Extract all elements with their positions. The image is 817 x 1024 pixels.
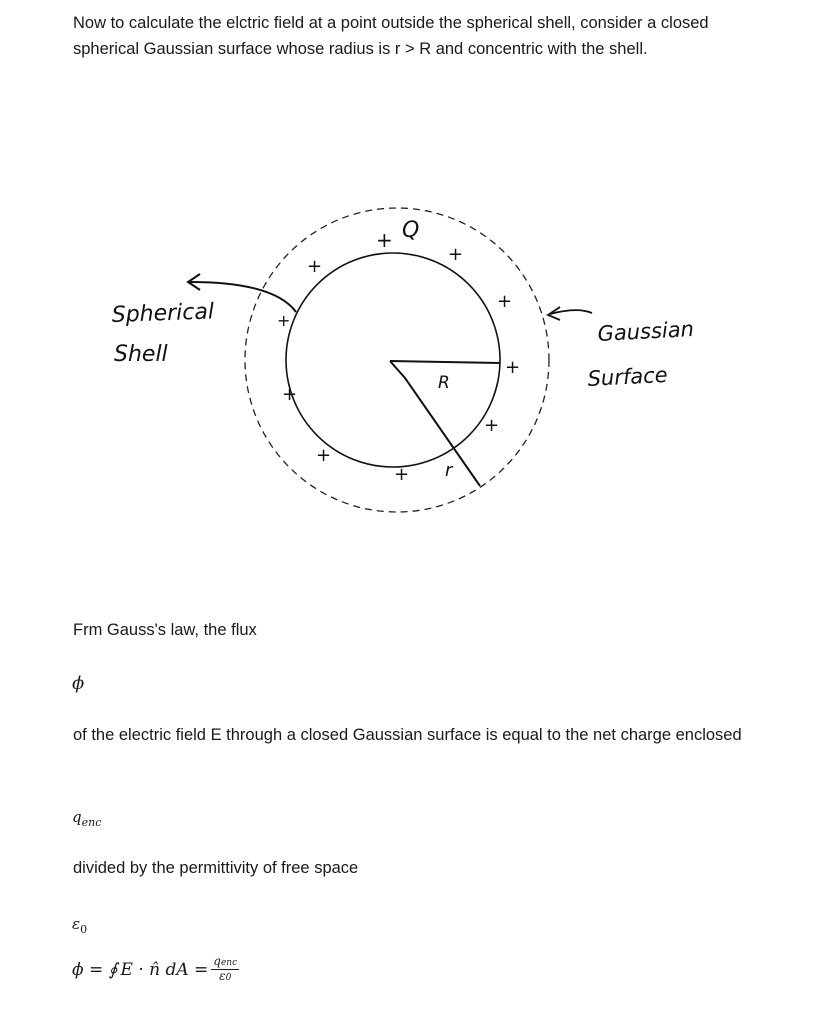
label-r: r bbox=[445, 460, 453, 481]
label-R: R bbox=[438, 373, 450, 393]
gaussian-arrow bbox=[550, 310, 592, 314]
plus-charge: + bbox=[448, 244, 464, 265]
plus-charge: + bbox=[282, 384, 298, 405]
plus-charge: + bbox=[505, 357, 521, 378]
equation-lhs: ϕ = ∮ bbox=[72, 959, 118, 980]
plus-charge: + bbox=[376, 228, 393, 252]
gauss-law-paragraph: Frm Gauss's law, the flux bbox=[73, 621, 257, 639]
flux-description-paragraph: of the electric field E through a closed Gaussian surface is equal to the net charge enclosed bbox=[73, 726, 742, 744]
plus-charge: + bbox=[277, 311, 291, 330]
label-Q: Q bbox=[402, 218, 420, 243]
radius-R-line bbox=[390, 361, 500, 363]
shell-arrow bbox=[190, 282, 296, 312]
fraction-numerator bbox=[211, 955, 239, 970]
gaussian-arrow-head bbox=[548, 307, 560, 320]
radius-r-line bbox=[390, 361, 480, 486]
zero-subscript: 0 bbox=[80, 923, 88, 936]
numerator-q: q bbox=[213, 954, 221, 968]
plus-charge: + bbox=[307, 256, 323, 277]
epsilon0-symbol bbox=[72, 915, 87, 936]
enc-subscript: enc bbox=[81, 816, 102, 829]
plus-charge: + bbox=[497, 291, 513, 312]
denominator-epsilon: ε bbox=[219, 969, 226, 983]
spherical-shell-circle bbox=[286, 253, 500, 467]
label-shell: Shell bbox=[114, 342, 168, 367]
phi-symbol: ϕ bbox=[72, 673, 85, 694]
denominator-zero: 0 bbox=[225, 973, 232, 983]
equation-mid: E · n̂ dA = bbox=[120, 959, 209, 980]
intro-paragraph: Now to calculate the elctric field at a point outside the spherical shell, consider a closed spherical Gaussian surface whose radius is r > R and concentric with the shell. bbox=[73, 14, 709, 58]
permittivity-paragraph: divided by the permittivity of free space bbox=[73, 859, 359, 877]
numerator-enc: enc bbox=[220, 958, 238, 968]
label-spherical: Spherical bbox=[111, 299, 215, 328]
q-letter: q bbox=[72, 808, 82, 826]
fraction-denominator bbox=[219, 970, 231, 984]
epsilon-letter: ε bbox=[72, 915, 81, 933]
plus-charge: + bbox=[484, 415, 500, 436]
label-gaussian: Gaussian bbox=[597, 316, 695, 346]
gaussian-surface-circle bbox=[245, 208, 549, 512]
plus-charge: + bbox=[394, 464, 410, 485]
equation-fraction bbox=[211, 955, 239, 984]
plus-charge: + bbox=[316, 445, 332, 466]
label-surface: Surface bbox=[587, 362, 669, 391]
shell-arrow-head bbox=[188, 274, 200, 290]
gauss-law-equation bbox=[72, 955, 239, 984]
q-enc-symbol bbox=[72, 808, 101, 829]
